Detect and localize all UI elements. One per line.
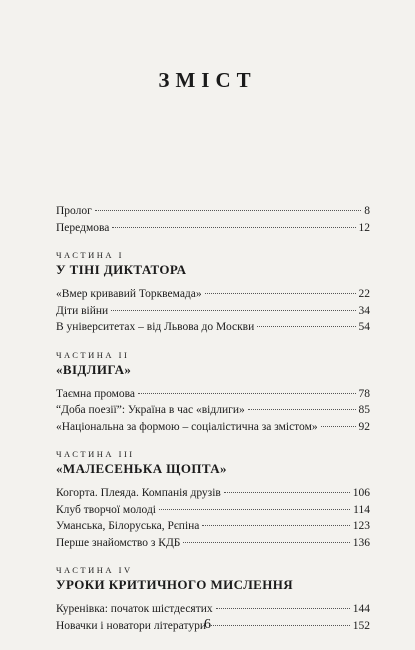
toc-entry-title: Таємна промова bbox=[56, 387, 136, 400]
page-title: ЗМІСТ bbox=[158, 68, 257, 92]
dot-leader bbox=[111, 310, 355, 311]
toc-entry-title: “Доба поезії”: Україна в час «відлиги» bbox=[56, 404, 245, 416]
toc-entry[interactable] bbox=[56, 303, 370, 320]
toc-entry-title: «Національна за формою – соціалістична за змістом» bbox=[56, 420, 318, 433]
toc-entry-page: 92 bbox=[358, 420, 370, 433]
part-title: «ВІДЛИГА» bbox=[56, 361, 132, 377]
dot-leader bbox=[183, 542, 349, 543]
toc-entry[interactable] bbox=[56, 319, 370, 336]
toc-entry-page: 123 bbox=[352, 520, 370, 532]
dot-leader bbox=[138, 393, 355, 394]
table-of-contents bbox=[56, 203, 370, 634]
toc-entry[interactable] bbox=[56, 386, 370, 403]
part-title: У ТІНІ ДИКТАТОРА bbox=[56, 262, 187, 277]
dot-leader bbox=[321, 426, 356, 427]
toc-entry[interactable] bbox=[56, 419, 370, 436]
dot-leader bbox=[112, 227, 355, 228]
toc-entry[interactable] bbox=[56, 502, 370, 519]
dot-leader bbox=[216, 608, 350, 609]
dot-leader bbox=[95, 210, 361, 211]
dot-leader bbox=[224, 492, 350, 493]
toc-entry-page: 34 bbox=[358, 304, 370, 317]
toc-entry-title: Діти війни bbox=[56, 304, 109, 317]
toc-entry-prolog[interactable] bbox=[56, 203, 370, 220]
dot-leader bbox=[159, 509, 350, 510]
toc-entry[interactable] bbox=[56, 535, 370, 552]
toc-entry-page: 22 bbox=[358, 288, 370, 300]
page-number: 6 bbox=[204, 617, 211, 632]
part-title: «МАЛЕСЕНЬКА ЩОПТА» bbox=[56, 461, 227, 476]
part-label: ЧАСТИНА III bbox=[56, 449, 135, 459]
toc-entry[interactable] bbox=[56, 601, 370, 618]
toc-entry-page: 136 bbox=[352, 536, 370, 549]
toc-entry-page: 8 bbox=[364, 205, 370, 217]
toc-entry-title: Уманська, Білоруська, Рєпіна bbox=[56, 520, 200, 532]
toc-entry[interactable] bbox=[56, 402, 370, 419]
toc-entry-title: В університетах – від Львова до Москви bbox=[56, 321, 255, 333]
toc-entry-page: 12 bbox=[358, 221, 370, 234]
dot-leader bbox=[248, 409, 356, 410]
toc-entry-title: Клуб творчої молоді bbox=[56, 503, 157, 516]
part-label: ЧАСТИНА II bbox=[56, 349, 130, 360]
dot-leader bbox=[257, 326, 355, 327]
dot-leader bbox=[202, 525, 349, 526]
toc-entry-page: 85 bbox=[358, 404, 370, 416]
toc-entry[interactable] bbox=[56, 485, 370, 502]
toc-entry-page: 152 bbox=[352, 619, 370, 632]
toc-entry-title: Перше знайомство з КДБ bbox=[56, 536, 181, 549]
part-label: ЧАСТИНА IV bbox=[56, 565, 133, 575]
dot-leader bbox=[205, 293, 356, 294]
toc-entry-page: 144 bbox=[352, 603, 370, 615]
toc-entry-title: Когорта. Плеяда. Компанія друзів bbox=[56, 487, 221, 499]
toc-entry-title: Куренівка: початок шістдесятих bbox=[56, 603, 213, 615]
toc-entry-page: 54 bbox=[358, 321, 370, 333]
part-label: ЧАСТИНА I bbox=[56, 250, 124, 260]
toc-entry-page: 114 bbox=[353, 503, 370, 516]
toc-entry-title: «Вмер кривавий Торквемада» bbox=[56, 288, 202, 300]
toc-entry-title: Пролог bbox=[56, 205, 92, 217]
toc-entry-page: 78 bbox=[358, 387, 370, 400]
toc-entry-title: Передмова bbox=[56, 221, 110, 234]
toc-entry-foreword[interactable] bbox=[56, 220, 370, 237]
toc-entry-title: Новачки і новатори літератури bbox=[56, 619, 206, 632]
toc-entry-page: 106 bbox=[352, 487, 370, 499]
toc-entry[interactable] bbox=[56, 518, 370, 535]
toc-entry[interactable] bbox=[56, 286, 370, 303]
part-title: УРОКИ КРИТИЧНОГО МИСЛЕННЯ bbox=[56, 577, 294, 592]
